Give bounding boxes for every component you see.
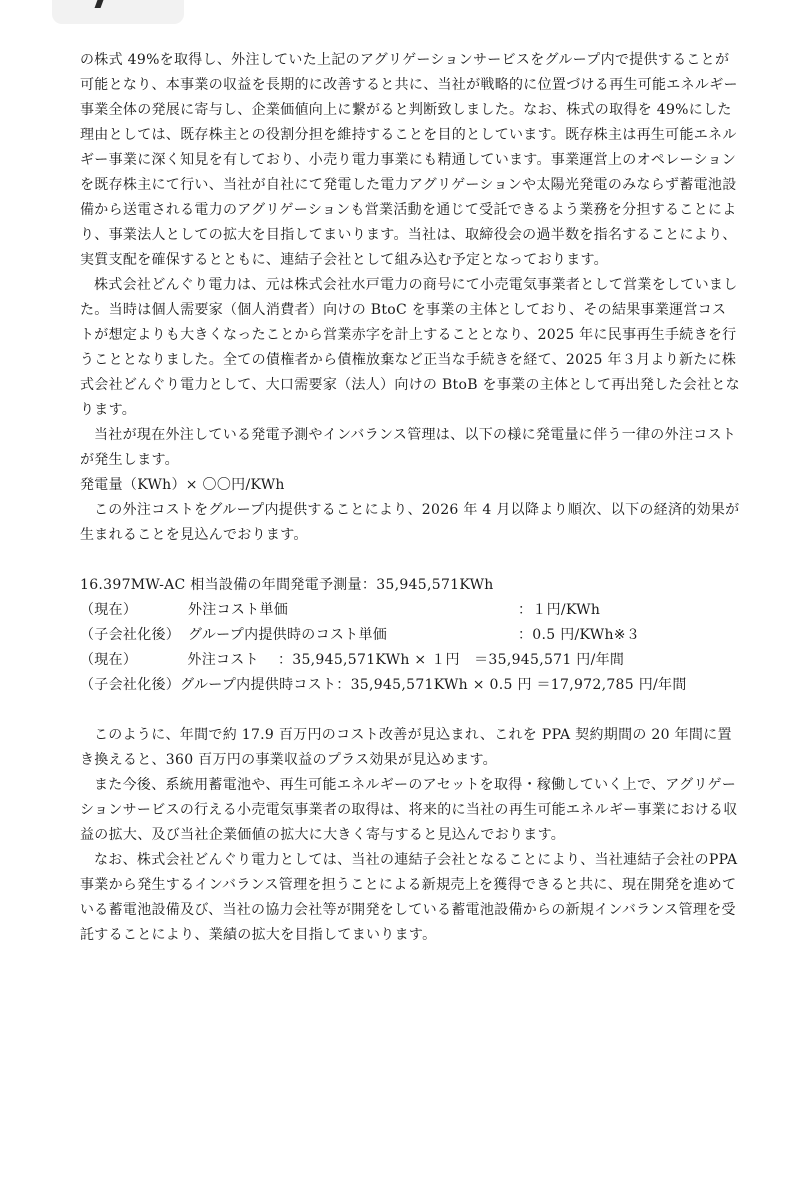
calc-row-item: グループ内提供時のコスト単価 bbox=[188, 627, 388, 643]
tab-mark bbox=[95, 0, 104, 8]
paragraph-donguri-growth: なお、株式会社どんぐり電力としては、当社の連結子会社となることにより、当社連結子会社のPPA事業から発生するインバランス管理を担うことによる新規売上を獲得できると共に、現在開発を進めている蓄電池設備及び、当社の協力会社等が開発をしている蓄電池設備からの新規インバランス管理を受託することにより、業績の拡大を目指してまいります。 bbox=[80, 852, 738, 943]
paragraph-acquisition: の株式 49%を取得し、外注していた上記のアグリゲーションサービスをグループ内で提供することが可能となり、本事業の収益を長期的に改善すると共に、当社が戦略的に位置づける再生可能エネルギー事業全体の発展に寄与し、企業価値向上に繋がると判断致しました。なお、株式の取得を 49%にした理由としては、既存株主との役割分担を維持することを目的としています。既存株主は再生可能エネルギー事業に深く知見を有しており、小売り電力事業にも精通しています。事業運営上のオペレーションを既存株主にて行い、当社が自社にて発電した電力アグリゲーションや太陽光発電のみならず蓄電池設備から送電される電力のアグリゲーションも営業活動を通じて受託できるよう業務を分担することにより、事業法人としての拡大を目指してまいります。当社は、取締役会の過半数を指名することにより、実質支配を確保するとともに、連結子会社として組み込む予定となっております。 bbox=[80, 52, 738, 268]
calc-title: 16.397MW-AC 相当設備の年間発電予測量：35,945,571KWh bbox=[80, 577, 494, 593]
calc-row bbox=[80, 623, 740, 648]
paragraph-cost-improvement: このように、年間で約 17.9 百万円のコスト改善が見込まれ、これを PPA 契約期間の 20 年間に置き換えると、360 百万円の事業収益のプラス効果が見込めます。 bbox=[80, 727, 732, 768]
calc-subsidiary-cost: （子会社化後）グループ内提供時コスト：35,945,571KWh × 0.5 円 ＝17,972,785 円/年間 bbox=[80, 677, 687, 693]
calc-row-label: （現在） bbox=[80, 602, 138, 618]
calc-row-value: ：0.5 円/KWh※３ bbox=[518, 627, 641, 643]
calc-row-item: 外注コスト単価 bbox=[188, 602, 289, 618]
calc-row-value: ：１円/KWh bbox=[518, 602, 601, 618]
calc-row bbox=[80, 598, 740, 623]
paragraph-outsourcing-cost: 当社が現在外注している発電予測やインバランス管理は、以下の様に発電量に伴う一律の外注コストが発生します。 bbox=[80, 427, 737, 468]
top-tab bbox=[52, 0, 184, 24]
paragraph-company-history: 株式会社どんぐり電力は、元は株式会社水戸電力の商号にて小売電気事業者として営業をしていました。当時は個人需要家（個人消費者）向けの BtoC を事業の主体としており、その結果事業運営コストが想定よりも大きくなったことから営業赤字を計上することとなり、2025 年に民事再生手続きを行うこととなりました。全ての債権者から債権放棄など正当な手続きを経て、2025 年３月より新たに株式会社どんぐり電力として、大口需要家（法人）向けの BtoB を事業の主体として再出発した会社となります。 bbox=[80, 277, 740, 418]
calc-row-label: （子会社化後） bbox=[80, 627, 181, 643]
document-body bbox=[80, 48, 740, 948]
paragraph-economic-effect: この外注コストをグループ内提供することにより、2026 年 4 月以降より順次、以下の経済的効果が生まれることを見込んでおります。 bbox=[80, 502, 740, 543]
paragraph-future-outlook: また今後、系統用蓄電池や、再生可能エネルギーのアセットを取得・稼働していく上で、アグリゲーションサービスの行える小売電気事業者の取得は、将来的に当社の再生可能エネルギー事業における収益の拡大、及び当社企業価値の拡大に大きく寄与すると見込んでおります。 bbox=[80, 777, 738, 843]
calc-current-cost: （現在） 外注コスト ：35,945,571KWh × １円 ＝35,945,571 円/年間 bbox=[80, 652, 625, 668]
cost-formula: 発電量（KWh）× 〇〇円/KWh bbox=[80, 477, 285, 493]
